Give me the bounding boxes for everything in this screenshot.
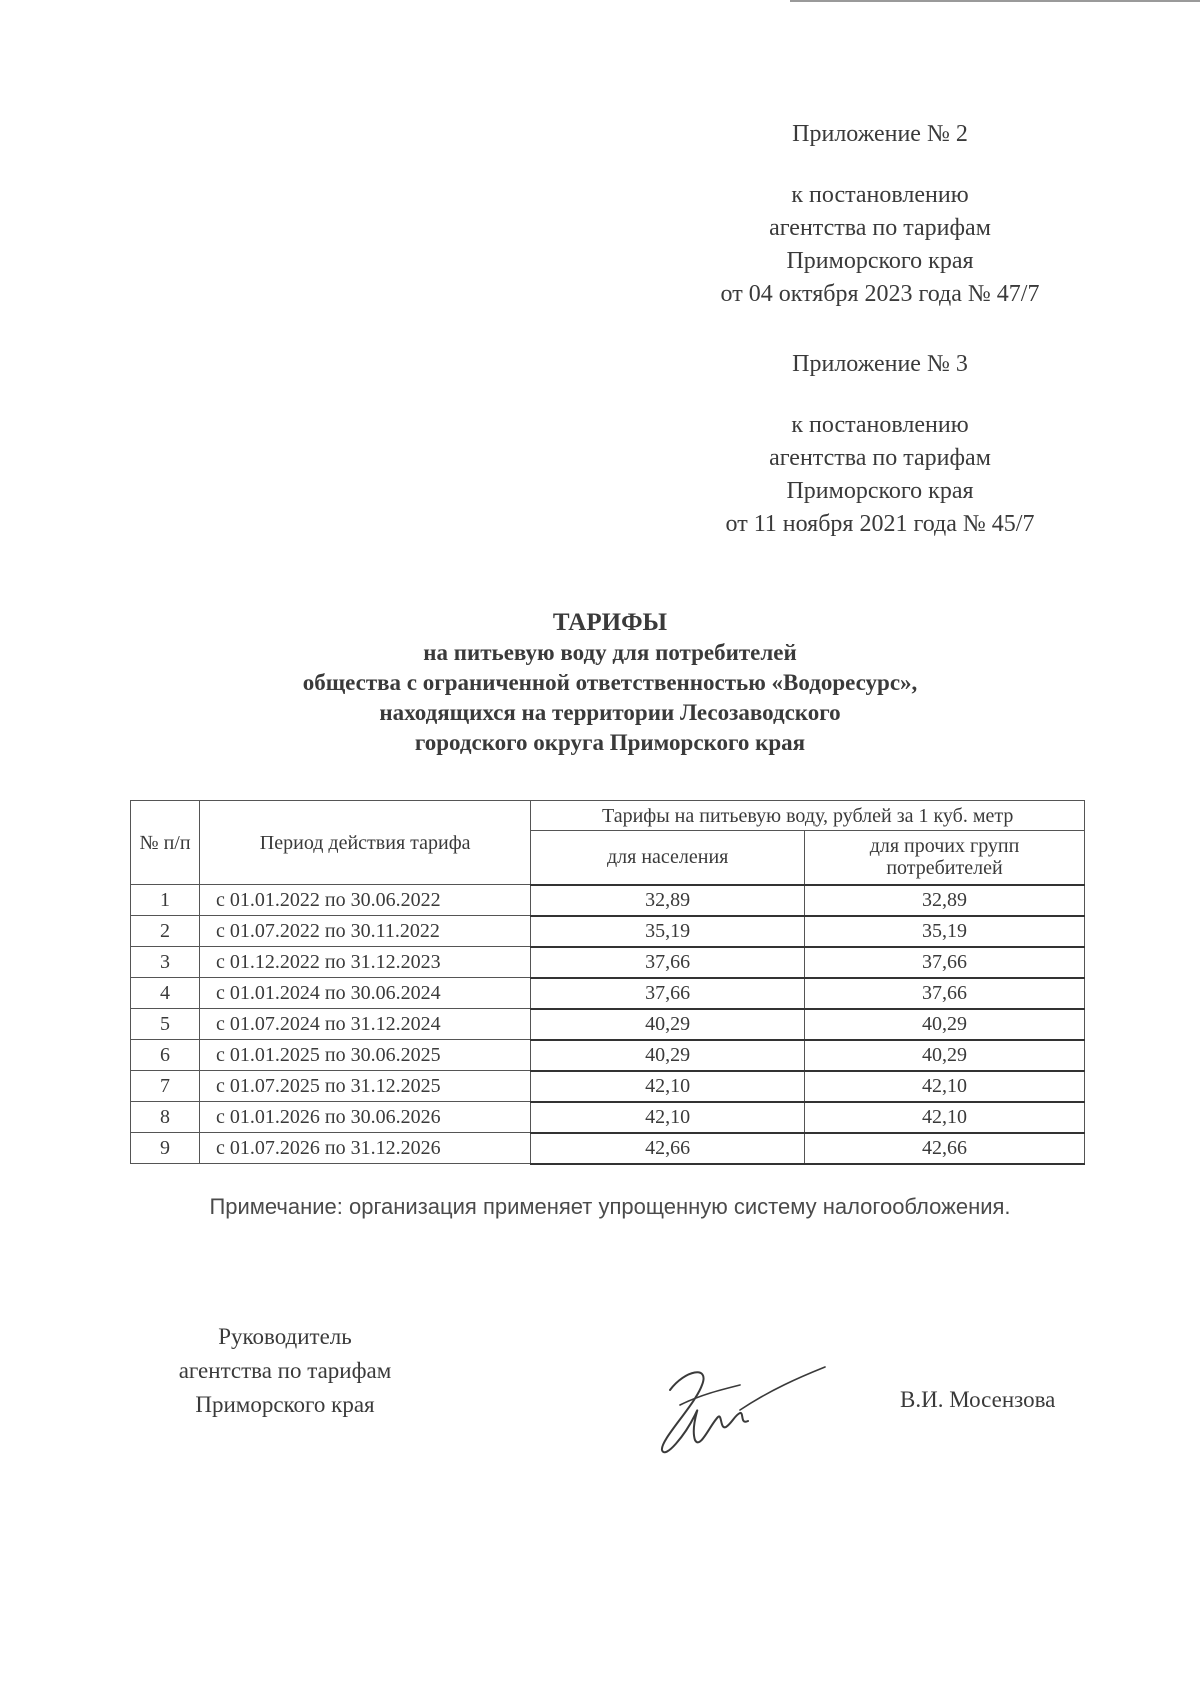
row-other-tariff: 37,66 [805,978,1085,1009]
row-num: 7 [131,1071,200,1102]
appendix-3-title: Приложение № 3 [792,351,968,377]
appendix-2-title: Приложение № 2 [792,121,968,147]
table-row [131,1009,1085,1040]
row-num: 1 [131,885,200,916]
row-other-tariff: 40,29 [805,1009,1085,1040]
table-row [131,1133,1085,1164]
row-population-tariff: 35,19 [531,916,805,947]
row-period: с 01.01.2025 по 30.06.2025 [200,1040,531,1071]
appendix-2-line: от 04 октября 2023 года № 47/7 [720,281,1040,307]
table-row [131,947,1085,978]
appendix-2-line: Приморского края [786,248,974,274]
header-population: для населения [531,831,805,885]
row-population-tariff: 37,66 [531,978,805,1009]
signer-position-line: Руководитель [218,1324,352,1349]
row-num: 4 [131,978,200,1009]
header-other: для прочих групп потребителей [805,831,1085,885]
row-population-tariff: 40,29 [531,1040,805,1071]
appendix-3-block [640,348,1120,541]
title-line: общества с ограниченной ответственностью «Водоресурс», [302,670,918,695]
table-row [131,1071,1085,1102]
title-line: городского округа Приморского края [414,730,806,755]
row-population-tariff: 42,10 [531,1071,805,1102]
row-num: 6 [131,1040,200,1071]
row-other-tariff: 35,19 [805,916,1085,947]
row-other-tariff: 42,10 [805,1102,1085,1133]
title-line: находящихся на территории Лесозаводского [379,700,841,725]
appendix-2-line: к постановлению [791,182,969,208]
appendix-3-line: к постановлению [791,412,969,438]
row-period: с 01.07.2025 по 31.12.2025 [200,1071,531,1102]
signer-position-line: агентства по тарифам [178,1358,392,1383]
row-population-tariff: 42,66 [531,1133,805,1164]
row-population-tariff: 32,89 [531,885,805,916]
taxation-note: Примечание: организация применяет упрощенную систему налогообложения. [209,1194,1011,1219]
appendix-2-line: агентства по тарифам [769,215,991,241]
tariff-table [130,800,1085,1165]
row-period: с 01.01.2022 по 30.06.2022 [200,885,531,916]
row-other-tariff: 37,66 [805,947,1085,978]
handwritten-signature [640,1355,830,1465]
row-period: с 01.07.2026 по 31.12.2026 [200,1133,531,1164]
row-num: 9 [131,1133,200,1164]
row-period: с 01.07.2022 по 30.11.2022 [200,916,531,947]
header-period: Период действия тарифа [200,801,531,885]
row-population-tariff: 37,66 [531,947,805,978]
row-num: 8 [131,1102,200,1133]
row-other-tariff: 42,66 [805,1133,1085,1164]
row-other-tariff: 32,89 [805,885,1085,916]
row-num: 5 [131,1009,200,1040]
table-row [131,978,1085,1009]
title-main: ТАРИФЫ [552,609,668,636]
row-period: с 01.01.2024 по 30.06.2024 [200,978,531,1009]
header-tariffs-group: Тарифы на питьевую воду, рублей за 1 куб. метр [531,801,1085,831]
row-other-tariff: 42,10 [805,1071,1085,1102]
row-population-tariff: 40,29 [531,1009,805,1040]
signer-position-line: Приморского края [195,1392,375,1417]
signer-position [135,1320,435,1422]
appendix-3-line: агентства по тарифам [769,445,991,471]
row-num: 2 [131,916,200,947]
document-title [130,608,1090,758]
row-period: с 01.12.2022 по 31.12.2023 [200,947,531,978]
row-period: с 01.07.2024 по 31.12.2024 [200,1009,531,1040]
row-period: с 01.01.2026 по 30.06.2026 [200,1102,531,1133]
header-num: № п/п [131,801,200,885]
signer-name: В.И. Мосензова [900,1387,1056,1412]
row-population-tariff: 42,10 [531,1102,805,1133]
row-other-tariff: 40,29 [805,1040,1085,1071]
appendix-3-line: от 11 ноября 2021 года № 45/7 [725,511,1035,537]
table-row [131,916,1085,947]
table-row [131,1102,1085,1133]
top-edge-line [790,0,1200,2]
title-line: на питьевую воду для потребителей [423,640,797,665]
appendix-3-line: Приморского края [786,478,974,504]
table-row [131,1040,1085,1071]
row-num: 3 [131,947,200,978]
appendix-2-block [640,118,1120,311]
table-row [131,885,1085,916]
